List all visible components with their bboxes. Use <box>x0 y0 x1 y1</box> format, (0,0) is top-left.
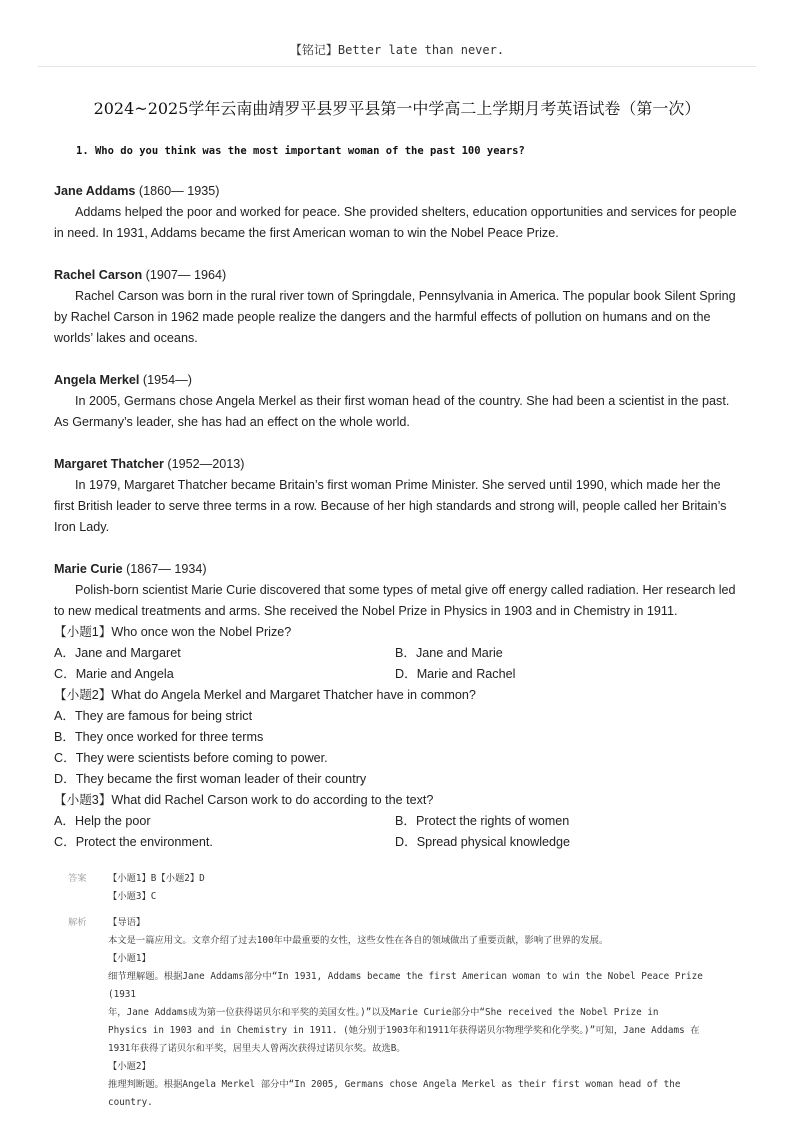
question-stem: 1. Who do you think was the most important woman of the past 100 years? <box>76 145 525 157</box>
option-b: B．Protect the rights of women <box>395 814 570 828</box>
option-c: C．Marie and Angela <box>54 667 174 681</box>
explanation-line: 推理判断题。根据Angela Merkel 部分中“In 2005, Germans chose Angela Merkel as their first woman head of the country. <box>108 1079 681 1108</box>
option-c: C．They were scientists before coming to power. <box>54 751 328 765</box>
subquestion-1 <box>54 622 744 685</box>
person-section <box>54 265 744 349</box>
person-section <box>54 181 744 244</box>
option-d: D．They became the first woman leader of their country <box>54 772 367 786</box>
person-name: Jane Addams <box>54 184 136 198</box>
explanation-line: 【小题1】 <box>108 953 151 964</box>
option-a: A．They are famous for being strict <box>54 709 253 723</box>
person-name: Margaret Thatcher <box>54 457 164 471</box>
option-d: D．Marie and Rachel <box>395 667 516 681</box>
person-description: Polish-born scientist Marie Curie discovered that some types of metal give off energy called radiation. Her research led to new medical treatments and arms. She received the Nobel Prize in Physics in 1903 and in Chemistry in 1911. <box>54 583 736 618</box>
option-a: A．Jane and Margaret <box>54 646 181 660</box>
person-dates: (1860— 1935) <box>135 184 220 198</box>
person-name: Rachel Carson <box>54 268 143 282</box>
subquestion-2 <box>54 685 744 790</box>
subquestion-stem: 【小题3】What did Rachel Carson work to do according to the text? <box>54 793 434 807</box>
explanation-line: 细节理解题。根据Jane Addams部分中“In 1931, Addams became the first American woman to win the Nobel Peace Prize (1931 <box>108 971 703 1000</box>
header-divider <box>38 66 756 67</box>
answer-line: 【小题1】B【小题2】D <box>108 873 205 884</box>
explanation-line: 本文是一篇应用文。文章介绍了过去100年中最重要的女性，这些女性在各自的领域做出了重要贡献，影响了世界的发展。 <box>108 935 609 946</box>
answer-row <box>68 870 728 906</box>
explanation-line: 年，Jane Addams成为第一位获得诺贝尔和平奖的美国女性。)”以及Marie Curie部分中“She received the Nobel Prize in <box>108 1007 659 1018</box>
option-a: A．Help the poor <box>54 814 151 828</box>
person-description: In 1979, Margaret Thatcher became Britain’s first woman Prime Minister. She served until 1990, which made her the first British leader to serve three terms in a row. Because of her high standards and strong will, people called her Britain’s Iron Lady. <box>54 478 727 534</box>
subquestion-3 <box>54 790 744 853</box>
subquestion-stem: 【小题2】What do Angela Merkel and Margaret Thatcher have in common? <box>54 688 476 702</box>
option-b: B．Jane and Marie <box>395 646 503 660</box>
answer-line: 【小题3】C <box>108 891 157 902</box>
subquestion-stem: 【小题1】Who once won the Nobel Prize? <box>54 625 292 639</box>
person-name: Marie Curie <box>54 562 123 576</box>
person-description: Rachel Carson was born in the rural river town of Springdale, Pennsylvania in America. The popular book Silent Spring by Rachel Carson in 1962 made people realize the dangers and the harmful effects of pollution on humans and on the worlds’ lakes and oceans. <box>54 289 736 345</box>
header-motto: 【铭记】Better late than never. <box>289 43 505 57</box>
passage-body <box>54 181 744 853</box>
option-d: D．Spread physical knowledge <box>395 835 571 849</box>
page-title: 2024~2025学年云南曲靖罗平县罗平县第一中学高二上学期月考英语试卷（第一次） <box>93 99 701 118</box>
person-section <box>54 559 744 622</box>
person-section <box>54 370 744 433</box>
person-section <box>54 454 744 538</box>
explanation-line: Physics in 1903 and in Chemistry in 1911. (她分别于1903年和1911年获得诺贝尔物理学奖和化学奖。)”可知，Jane Addams 在 <box>108 1025 700 1036</box>
option-b: B．They once worked for three terms <box>54 730 264 744</box>
explanation-label: 解析 <box>68 917 87 928</box>
person-dates: (1952—2013) <box>163 457 245 471</box>
person-dates: (1907— 1964) <box>142 268 227 282</box>
explanation-row <box>68 914 728 1112</box>
person-description: In 2005, Germans chose Angela Merkel as their first woman head of the country. She had been a scientist in the past. As Germany’s leader, she has had an effect on the whole world. <box>54 394 730 429</box>
explanation-line: 【小题2】 <box>108 1061 151 1072</box>
person-description: Addams helped the poor and worked for peace. She provided shelters, education opportunities and services for people in need. In 1931, Addams became the first American woman to win the Nobel Peace Prize. <box>54 205 737 240</box>
person-dates: (1954—) <box>139 373 192 387</box>
explanation-line: 1931年获得了诺贝尔和平奖，居里夫人曾两次获得过诺贝尔奖。故选B。 <box>108 1043 406 1054</box>
answer-explanation-block <box>68 870 728 1112</box>
option-c: C．Protect the environment. <box>54 835 213 849</box>
explanation-line: 【导语】 <box>108 917 146 928</box>
person-name: Angela Merkel <box>54 373 140 387</box>
answer-label: 答案 <box>68 873 87 884</box>
person-dates: (1867— 1934) <box>122 562 207 576</box>
